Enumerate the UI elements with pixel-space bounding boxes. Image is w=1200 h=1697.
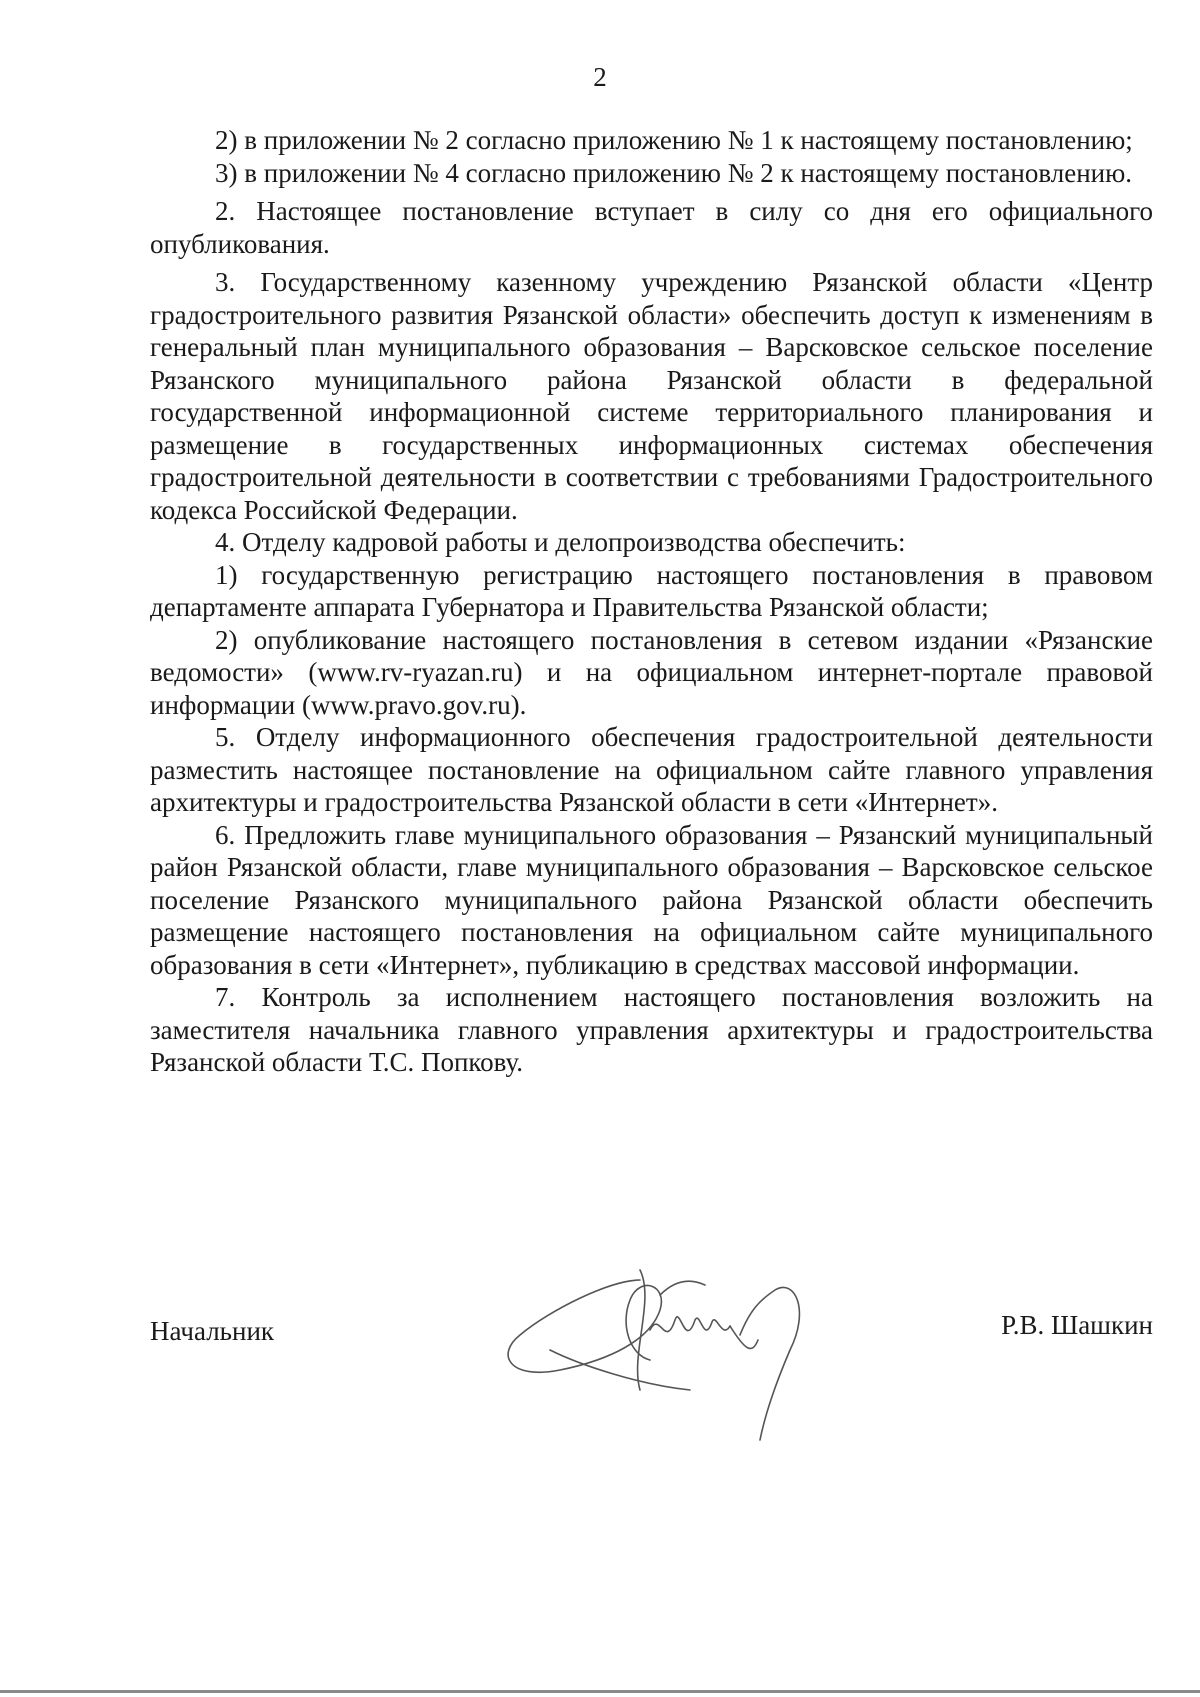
paragraph-clause-4: 4. Отделу кадровой работы и делопроизводства обеспечить: bbox=[215, 527, 906, 557]
paragraph-clause-6: 6. Предложить главе муниципального образования – Рязанский муниципальный район Рязанской области, главе муниципального образования – Варсковское сельское поселение Рязанского муниципального района Рязанской области обеспечить размещение настоящего постановления на официальном сайте муниципального образования в сети «Интернет», публикацию в средствах массовой информации. bbox=[150, 819, 1153, 980]
paragraph-item-3: 3) в приложении № 4 согласно приложению № 2 к настоящему постановлению. bbox=[215, 157, 1133, 188]
paragraph-item-2: 2) в приложении № 2 согласно приложению № 1 к настоящему постановлению; bbox=[215, 125, 1133, 155]
document-body bbox=[150, 124, 1153, 1079]
signatory-title: Начальник bbox=[150, 1316, 275, 1346]
paragraph-clause-3: 3. Государственному казенному учреждению Рязанской области «Центр градостроительного развития Рязанской области» обеспечить доступ к изменениям в генеральный план муниципального образования – Варсковское сельское поселение Рязанского муниципального района Рязанской области в федеральной государственной информационной системе территориального планирования и размещение в государственных информационных системах обеспечения градостроительной деятельности в соответствии с требованиями Градостроительного кодекса Российской Федерации. bbox=[150, 267, 1153, 525]
scan-bottom-edge bbox=[0, 1690, 1200, 1693]
page-number: 2 bbox=[593, 62, 607, 92]
paragraph-clause-7: 7. Контроль за исполнением настоящего постановления возложить на заместителя начальника главного управления архитектуры и градостроительства Рязанской области Т.С. Попкову. bbox=[150, 982, 1153, 1077]
paragraph-clause-4-item-2: 2) опубликование настоящего постановления в сетевом издании «Рязанские ведомости» (www.rv-ryazan.ru) и на официальном интернет-портале правовой информации (www.pravo.gov.ru). bbox=[150, 624, 1153, 720]
signature-block bbox=[150, 1300, 1153, 1480]
paragraph-clause-2: 2. Настоящее постановление вступает в силу со дня его официального опубликования. bbox=[150, 196, 1153, 259]
handwritten-signature bbox=[490, 1240, 830, 1450]
signatory-name: Р.В. Шашкин bbox=[1001, 1310, 1153, 1340]
paragraph-clause-5: 5. Отделу информационного обеспечения градостроительной деятельности разместить настоящее постановление на официальном сайте главного управления архитектуры и градостроительства Рязанской области в сети «Интернет». bbox=[150, 722, 1153, 817]
paragraph-clause-4-item-1: 1) государственную регистрацию настоящего постановления в правовом департаменте аппарата Губернатора и Правительства Рязанской области; bbox=[150, 559, 1153, 622]
